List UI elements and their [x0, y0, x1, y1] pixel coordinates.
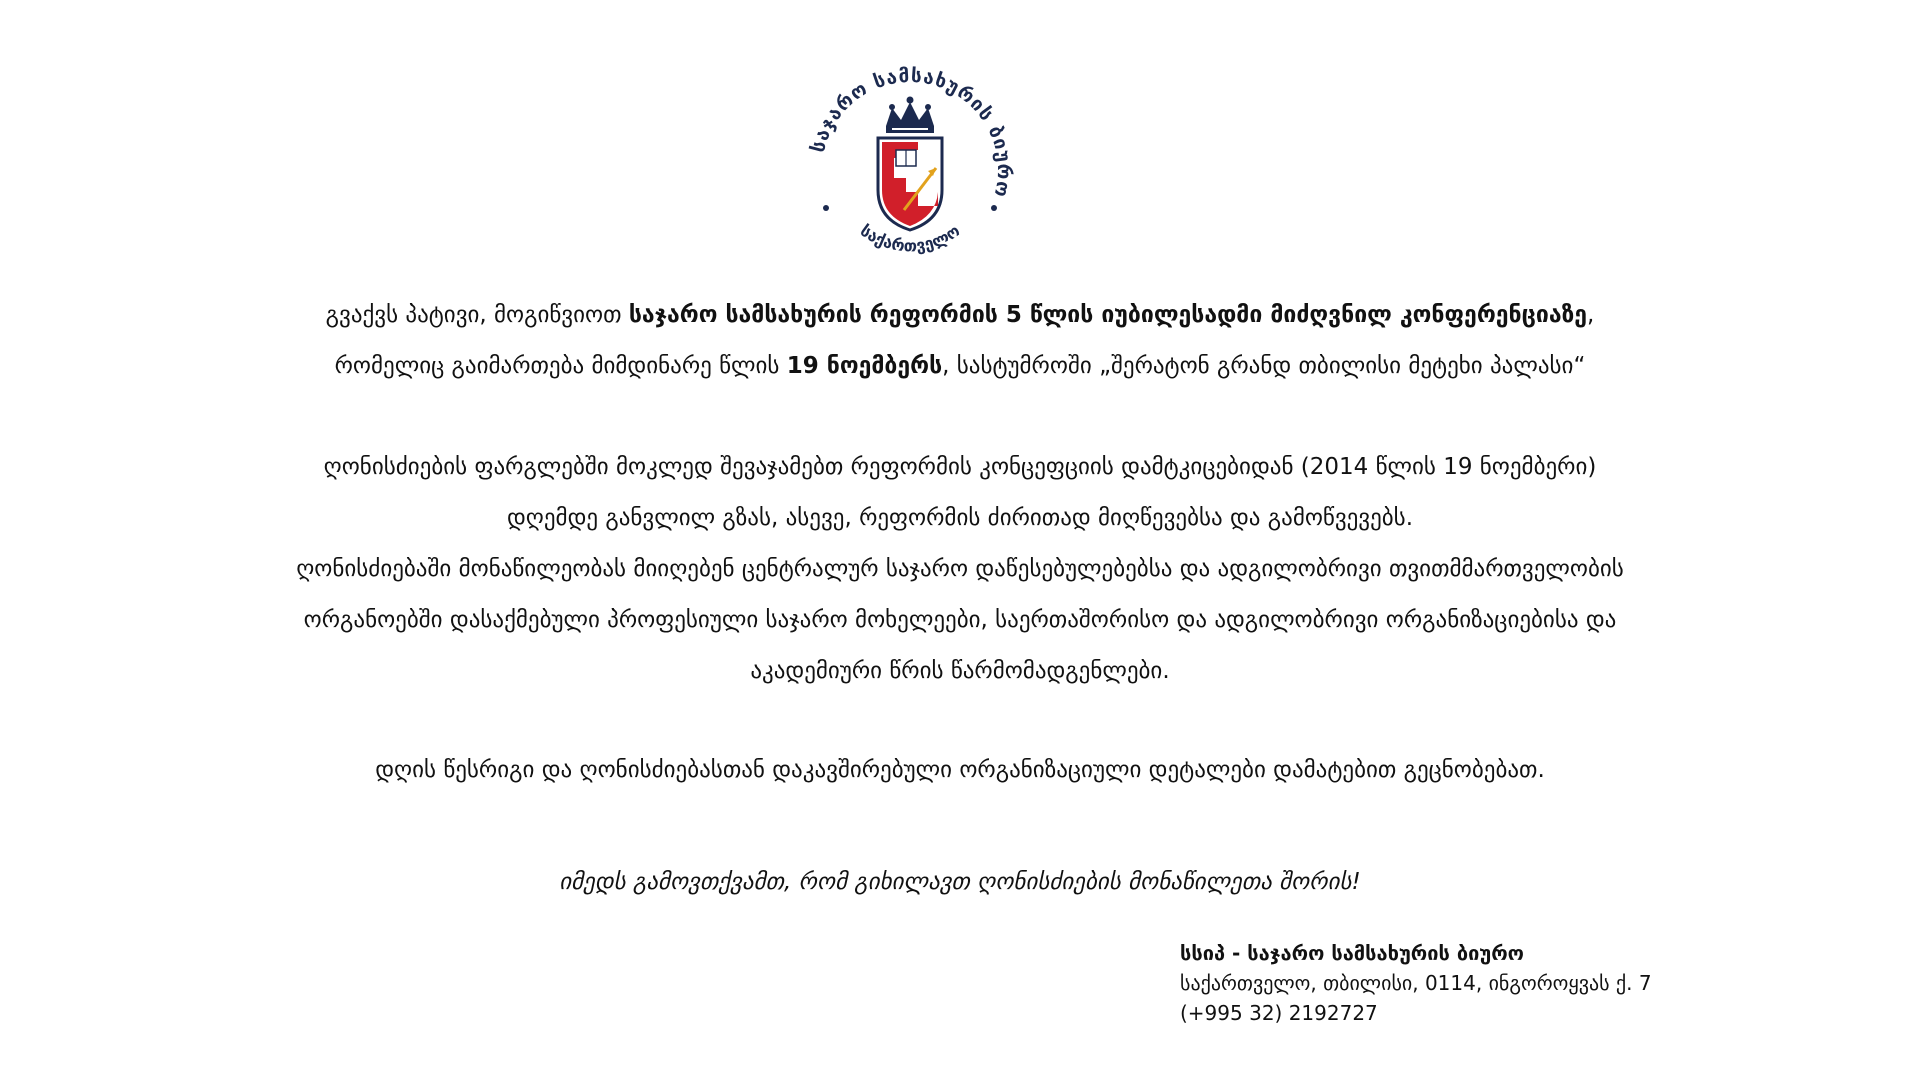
conference-date: 19 ნოემბერს	[786, 353, 943, 379]
civil-service-bureau-logo	[800, 60, 1020, 280]
signature-organization: სსიპ - საჯარო სამსახურის ბიურო	[1180, 941, 1524, 965]
event-description	[0, 442, 1920, 697]
crown-icon	[886, 97, 934, 134]
invitation-line2-lead: რომელიც გაიმართება მიმდინარე წლის	[334, 353, 787, 379]
invitation-text	[0, 290, 1920, 392]
invitation-line1-end: ,	[1587, 302, 1595, 328]
conference-venue: , სასტუმროში „შერატონ გრანდ თბილისი მეტეხი პალასი“	[942, 353, 1586, 379]
signature-block	[1180, 938, 1652, 1028]
conference-title: საჯარო სამსახურის რეფორმის 5 წლის იუბილესადმი მიძღვნილ კონფერენციაზე	[628, 302, 1588, 328]
description-line: აკადემიური წრის წარმომადგენლები.	[750, 658, 1170, 684]
shield-icon	[878, 138, 942, 230]
description-line: ორგანოებში დასაქმებული პროფესიული საჯარო მოხელეები, საერთაშორისო და ადგილობრივი ორგანიზაციებისა და	[303, 607, 1617, 633]
logo-bottom-text: საქართველო	[856, 220, 964, 256]
signature-phone: (+995 32) 2192727	[1180, 1001, 1378, 1025]
closing-line: იმედს გამოვთქვამთ, რომ გიხილავთ ღონისძიების მონაწილეთა შორის!	[559, 869, 1361, 895]
description-line: ღონისძიებაში მონაწილეობას მიიღებენ ცენტრალურ საჯარო დაწესებულებებსა და ადგილობრივი თვითმმართველობის	[296, 556, 1624, 582]
signature-address: საქართველო, თბილისი, 0114, ინგოროყვას ქ. 7	[1180, 971, 1652, 995]
description-line: ღონისძიების ფარგლებში მოკლედ შევაჯამებთ რეფორმის კონცეფციის დამტკიცებიდან (2014 წლის 19 ნოემბერი)	[323, 454, 1597, 480]
invitation-line1-lead: გვაქვს პატივი, მოგიწვიოთ	[325, 302, 629, 328]
description-line: დღემდე განვლილ გზას, ასევე, რეფორმის ძირითად მიღწევებსა და გამოწვევებს.	[506, 505, 1414, 531]
logo-ring-text: საჯარო სამსახურის ბიურო	[806, 64, 1016, 200]
agenda-note: დღის წესრიგი და ღონისძიებასთან დაკავშირებული ორგანიზაციული დეტალები დამატებით გეცნობებათ.	[375, 757, 1545, 783]
